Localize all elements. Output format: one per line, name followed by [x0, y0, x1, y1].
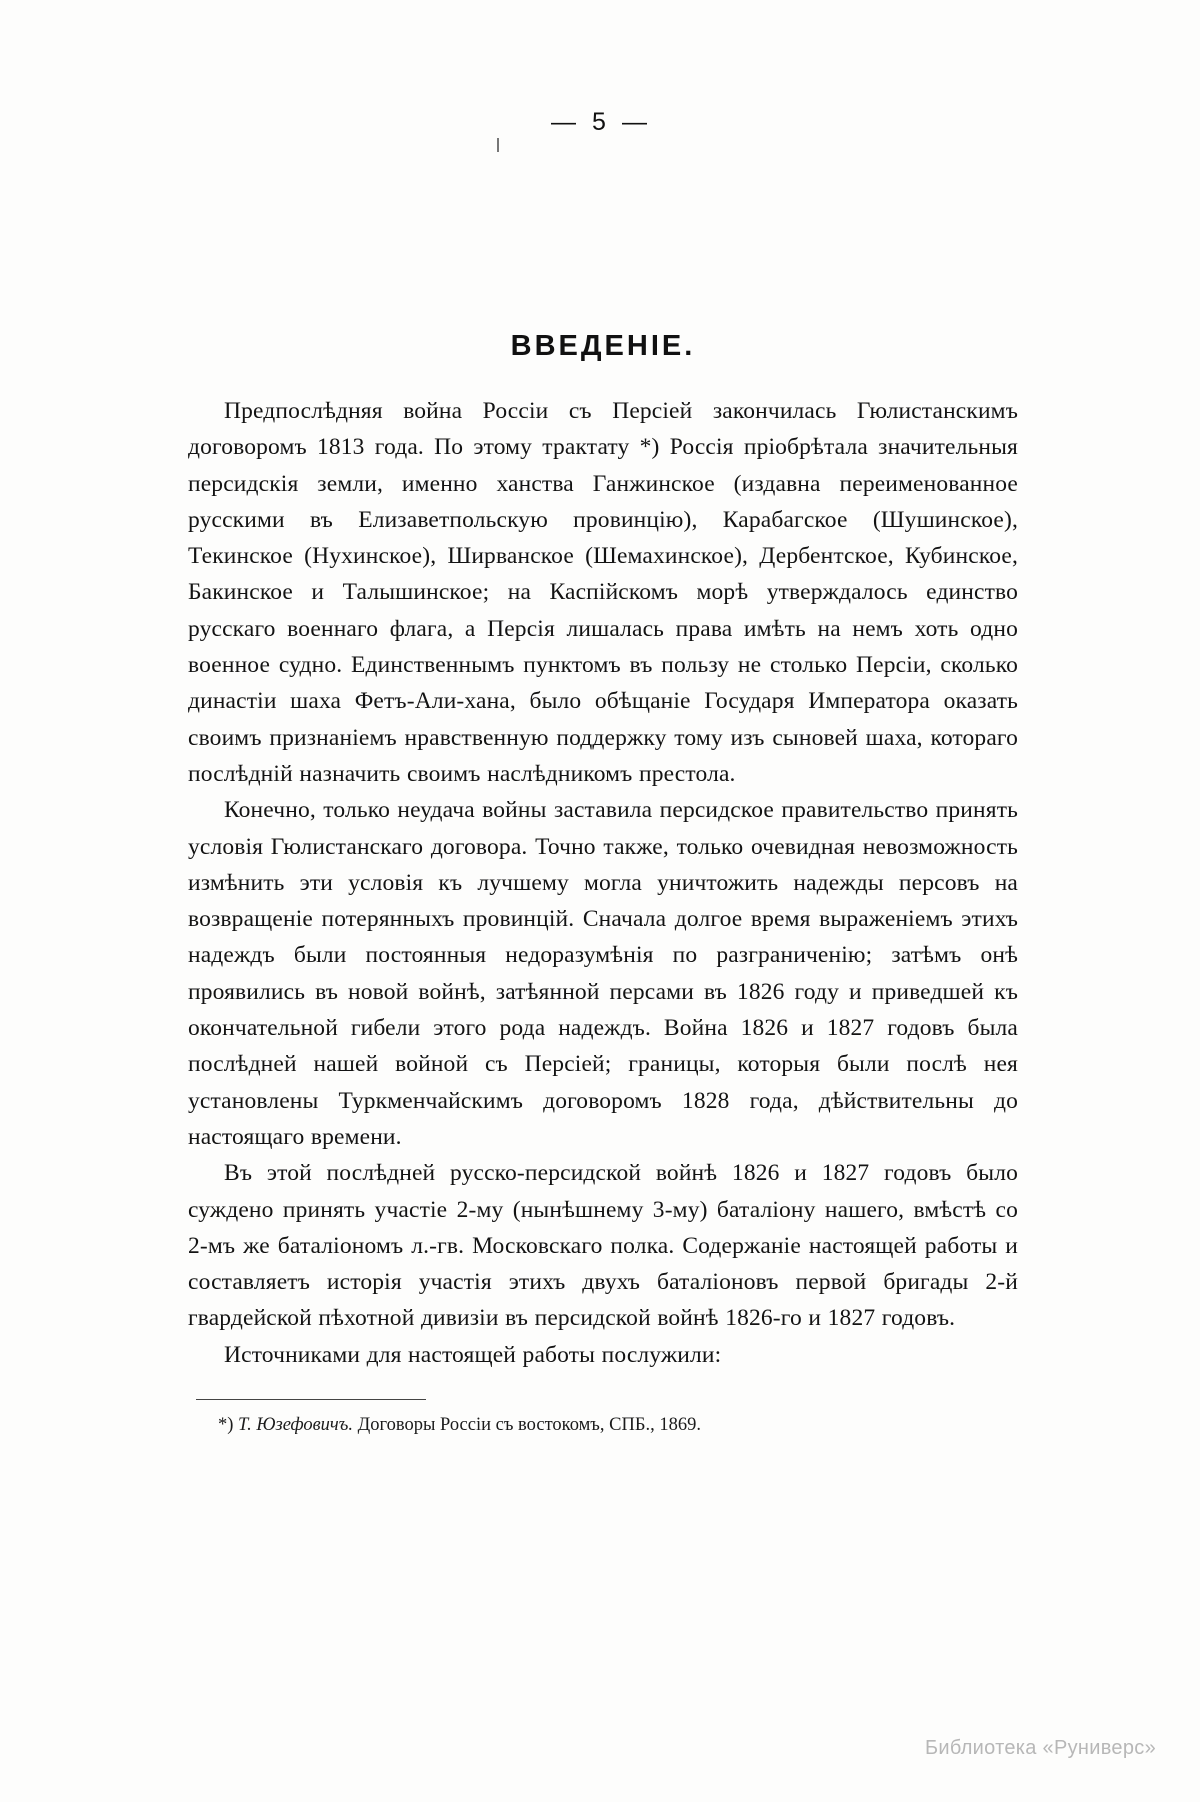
footnote — [188, 1412, 1018, 1438]
footnote-marker: *) — [218, 1415, 234, 1436]
paragraph: Источниками для настоящей работы послужили: — [224, 1341, 722, 1368]
footnote-text: Договоры Россіи съ востокомъ, СПБ., 1869. — [357, 1415, 701, 1436]
page-number-value: 5 — [592, 108, 608, 136]
library-watermark: Библиотека «Руниверс» — [924, 1737, 1156, 1759]
document-body — [188, 330, 1018, 1457]
paragraph: Предпослѣдняя война Россіи съ Персіей закончилась Гюлистанскимъ договоромъ 1813 года. По этому трактату *) Россія пріобрѣтала значительныя персидскія земли, именно ханства Ганжинское (издавна переименованное русскими въ Елизаветпольскую провинцію), Карабагское (Шушинское), Текинское (Нухинское), Ширванское (Шемахинское), Дербентское, Кубинское, Бакинское и Талышинское; на Каспійскомъ морѣ утверждалось единство русскаго военнаго флага, а Персія лишалась права имѣть на немъ хоть одно военное судно. Единственнымъ пунктомъ въ пользу не столько Персіи, сколько династіи шаха Фетъ-Али-хана, было обѣщаніе Государя Императора оказать своимъ признаніемъ нравственную поддержку тому изъ сыновей шаха, котораго послѣдній назначить своимъ наслѣдникомъ престола. — [188, 398, 1018, 787]
footnote-source: Т. Юзефовичъ. — [238, 1415, 353, 1436]
paragraph: Конечно, только неудача войны заставила персидское правительство принять условія Гюлистанскаго договора. Точно также, только очевидная невозможность измѣнить эти условія къ лучшему могла уничтожить надежды персовъ на возвращеніе потерянныхъ провинцій. Сначала долгое время выраженіемъ этихъ надеждъ были постоянныя недоразумѣнія по разграниченію; затѣмъ онѣ проявились въ новой войнѣ, затѣянной персами въ 1826 году и приведшей къ окончательной гибели этого рода надеждъ. Война 1826 и 1827 годовъ была послѣдней нашей войной съ Персіей; границы, которыя были послѣ нея установлены Туркменчайскимъ договоромъ 1828 года, дѣйствительны до настоящаго времени. — [188, 797, 1018, 1150]
footnote-divider — [196, 1399, 426, 1400]
page-title: ВВЕДЕНIЕ. — [510, 330, 696, 362]
page-number-dash-left: — — [551, 108, 579, 136]
page-number-dash-right: — — [621, 108, 649, 136]
page-number — [0, 108, 1200, 137]
margin-tick-mark — [497, 138, 499, 152]
paragraph: Въ этой послѣдней русско-персидской войнѣ 1826 и 1827 годовъ было суждено принять участіе 2-му (нынѣшнему 3-му) баталіону нашего, вмѣстѣ со 2-мъ же баталіономъ л.-гв. Московскаго полка. Содержаніе настоящей работы и составляетъ исторія участія этихъ двухъ баталіоновъ первой бригады 2-й гвардейской пѣхотной дивизіи въ персидской войнѣ 1826-го и 1827 годовъ. — [188, 1160, 1018, 1332]
